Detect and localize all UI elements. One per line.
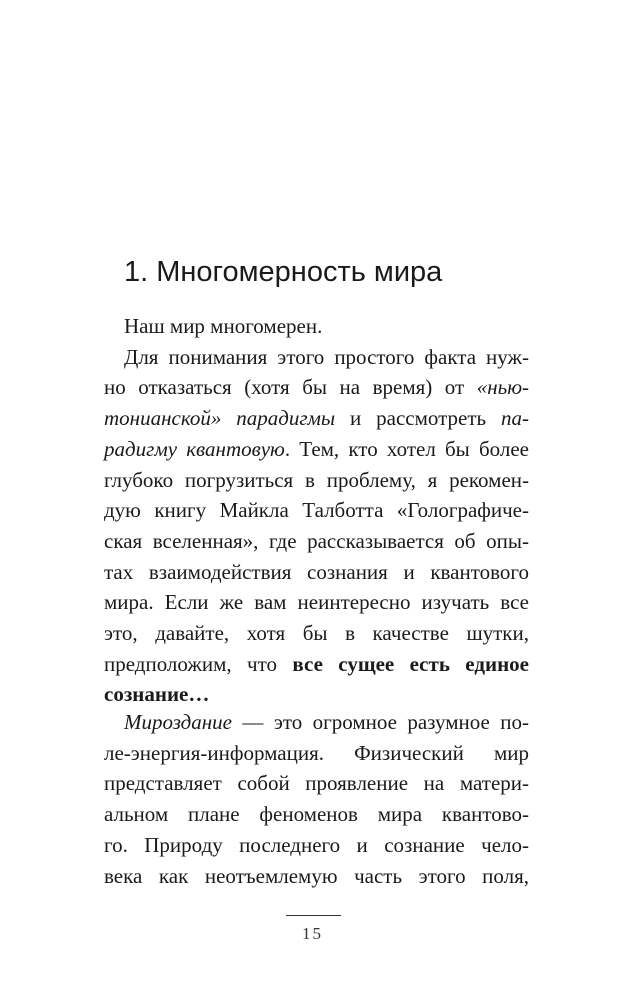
- chapter-body-part-2: [104, 707, 529, 891]
- text-line: дую книгу Майкла Талботта «Голографиче-: [104, 498, 529, 523]
- page-number: 15: [302, 924, 323, 943]
- paragraph-universe: [104, 707, 529, 891]
- text-line: но отказаться (хотя бы на время) от «нью-: [104, 375, 529, 400]
- italic-term: Мироздание: [124, 710, 232, 734]
- text-line: Для понимания этого простого факта нуж-: [124, 344, 529, 369]
- text-line: ле-энергия-информация. Физический мир: [104, 740, 529, 765]
- text-line: предположим, что все сущее есть единое: [104, 651, 529, 676]
- chapter-body-part-1: [104, 311, 529, 710]
- paragraph-paradigm: [104, 342, 529, 710]
- text-line: тонианской» парадигмы и рассмотреть па-: [104, 406, 529, 431]
- text-line: мира. Если же вам неинтересно изучать все: [104, 590, 529, 615]
- page-number-rule: [286, 915, 341, 916]
- text-line: радигму квантовую. Тем, кто хотел бы более: [104, 436, 529, 461]
- bold-phrase: все сущее есть единое: [292, 651, 529, 676]
- text-line: ская вселенная», где рассказывается об опы-: [104, 528, 529, 553]
- text-line: альном плане феноменов мира квантово-: [104, 802, 529, 827]
- text-line: это, давайте, хотя бы в качестве шутки,: [104, 621, 529, 646]
- text-line: Мироздание — это огромное разумное по-: [124, 710, 529, 734]
- italic-term: тонианской» парадигмы: [104, 406, 336, 431]
- text-line: глубоко погрузиться в проблему, я рекомен-: [104, 467, 529, 492]
- italic-term: «нью-: [476, 375, 529, 400]
- italic-term: радигму квантовую: [104, 436, 285, 461]
- text-line: [104, 679, 529, 710]
- italic-term: па-: [500, 406, 529, 431]
- bold-phrase: сознание…: [104, 682, 210, 707]
- text-line: тах взаимодействия сознания и квантового: [104, 559, 529, 584]
- text-line: Наш мир многомерен.: [124, 314, 323, 338]
- text-line: века как неотъемлемую часть этого поля,: [104, 863, 529, 888]
- text-line: представляет собой проявление на матери-: [104, 771, 529, 796]
- text-line: го. Природу последнего и сознание чело-: [104, 832, 529, 857]
- paragraph-intro: [104, 311, 529, 342]
- chapter-heading: 1. Многомерность мира: [124, 256, 443, 288]
